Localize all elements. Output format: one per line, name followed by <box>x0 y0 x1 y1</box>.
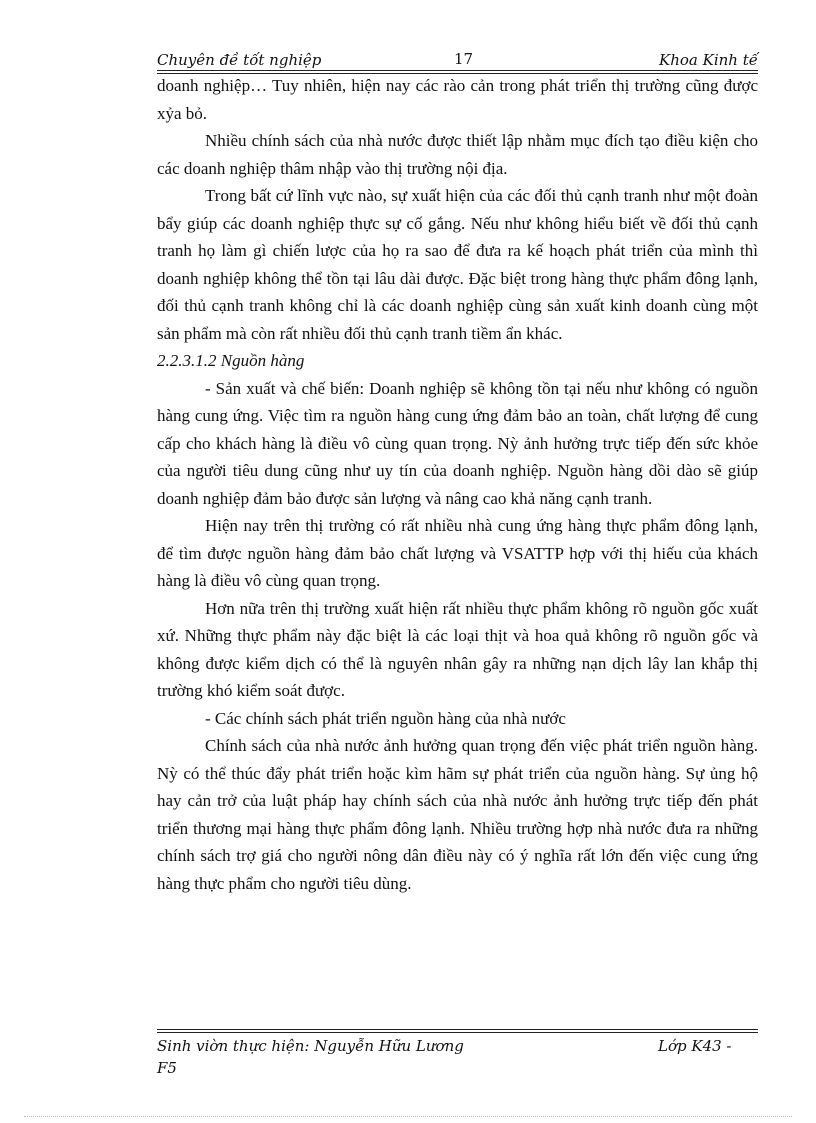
footer-student: Sinh viờn thực hiện: Nguyễn Hữu Lương <box>157 1037 464 1055</box>
page-bottom-dotted-line <box>24 1116 792 1117</box>
paragraph-policy: Nhiều chính sách của nhà nước được thiết lập nhằm mục đích tạo điều kiện cho các doanh nghiệp thâm nhập vào thị trường nội địa. <box>157 131 758 178</box>
footer-class-wrap: F5 <box>157 1059 177 1077</box>
paragraph-state-policy-heading: - Các chính sách phát triển nguồn hàng của nhà nước <box>205 708 566 728</box>
paragraph-continuation: doanh nghiệp… Tuy nhiên, hiện nay các rào cản trong phát triển thị trường cũng được xỷa bỏ. <box>157 76 758 123</box>
paragraph-origin: Hơn nữa trên thị trường xuất hiện rất nhiều thực phẩm không rõ nguồn gốc xuất xứ. Những thực phẩm này đặc biệt là các loại thịt và hoa quả không rõ nguồn gốc và không được kiểm dịch có thể là nguyên nhân gây ra những nạn dịch lây lan khắp thị trường khó kiểm soát được. <box>157 598 758 700</box>
footer-class: Lớp K43 - <box>658 1037 732 1055</box>
page-number: 17 <box>454 50 474 68</box>
footer-rule <box>157 1029 758 1033</box>
section-heading: 2.2.3.1.2 Nguồn hàng <box>157 351 305 370</box>
header-title: Chuyên đề tốt nghiệp <box>157 51 322 69</box>
paragraph-production: - Sản xuất và chế biến: Doanh nghiệp sẽ không tồn tại nếu như không có nguồn hàng cung ứng. Việc tìm ra nguồn hàng cung ứng đảm bảo an toàn, chất lượng để cung cấp cho khách hàng là điều vô cùng quan trọng. Nỳ ảnh hưởng trực tiếp đến sức khỏe của người tiêu dung cũng như uy tín của doanh nghiệp. Nguồn hàng dồi dào sẽ giúp doanh nghiệp đảm bảo được sản lượng và nâng cao khả năng cạnh tranh. <box>157 378 758 508</box>
paragraph-suppliers: Hiện nay trên thị trường có rất nhiều nhà cung ứng hàng thực phẩm đông lạnh, để tìm được nguồn hàng đảm bảo chất lượng và VSATTP hợp với thị hiếu của khách hàng là điều vô cùng quan trọng. <box>157 516 758 590</box>
page-header <box>157 49 758 71</box>
paragraph-competitors: Trong bất cứ lĩnh vực nào, sự xuất hiện của các đối thủ cạnh tranh như một đoàn bẩy giúp các doanh nghiệp thực sự cố gắng. Nếu như không hiểu biết về đối thủ cạnh tranh họ làm gì chiến lược của họ ra sao để đưa ra kế hoạch phát triển của mình thì doanh nghiệp không thể tồn tại lâu dài được. Đặc biệt trong hàng thực phẩm đông lạnh, đối thủ cạnh tranh không chỉ là các doanh nghiệp cùng sản xuất kinh doanh cùng một sản phẩm mà còn rất nhiều đối thủ cạnh tranh tiềm ẩn khác. <box>157 186 758 343</box>
header-department: Khoa Kinh tế <box>659 51 758 69</box>
page-body <box>157 72 758 897</box>
paragraph-state-policy: Chính sách của nhà nước ảnh hưởng quan trọng đến việc phát triển nguồn hàng. Nỳ có thể thúc đẩy phát triển hoặc kìm hãm sự phát triển của nguồn hàng. Sự ủng hộ hay cản trở của luật pháp hay chính sách của nhà nước ảnh hưởng trực tiếp đến phát triển thương mại hàng thực phẩm đông lạnh. Nhiều trường hợp nhà nước đưa ra những chính sách trợ giá cho người nông dân điều này có ý nghĩa rất lớn đến việc cung ứng hàng thực phẩm cho người tiêu dùng. <box>157 736 758 893</box>
